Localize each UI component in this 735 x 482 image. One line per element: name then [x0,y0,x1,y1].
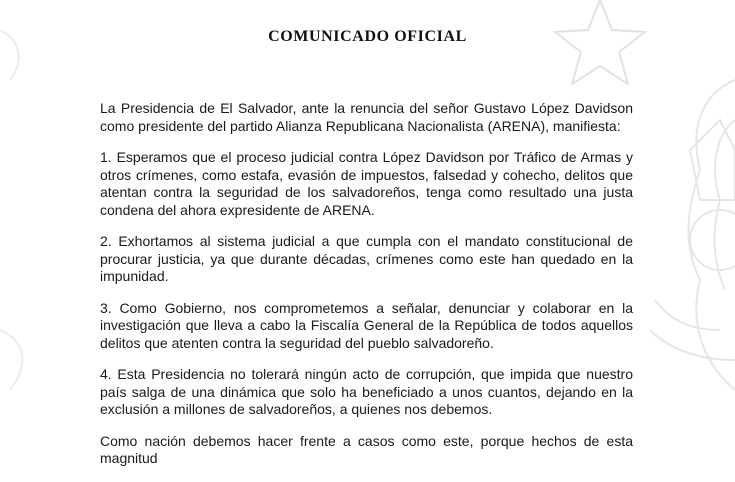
watermark-emblem-icon [650,80,735,390]
closing-paragraph: Como nación debemos hacer frente a casos como este, porque hechos de esta magnitud [100,432,633,466]
intro-paragraph: La Presidencia de El Salvador, ante la renuncia del señor Gustavo López Davidson como presidente del partido Alianza Republicana Nacionalista (ARENA), manifiesta: [100,100,633,134]
point-paragraph-2: 2. Exhortamos al sistema judicial a que cumpla con el mandato constitucional de procurar justicia, ya que durante décadas, crímenes como este han quedado en la impunidad. [100,233,633,284]
communique-body [100,100,633,482]
point-paragraph-3: 3. Como Gobierno, nos comprometemos a señalar, denunciar y colaborar en la investigación que lleva a cabo la Fiscalía General de la República de todos aquellos delitos que atenten contra la seguridad del pueblo salvadoreño. [100,299,633,351]
page-title: COMUNICADO OFICIAL [268,28,467,45]
point-paragraph-1: 1. Esperamos que el proceso judicial contra López Davidson por Tráfico de Armas y otros crímenes, como estafa, evasión de impuestos, falsedad y cohecho, delitos que atentan contra la seguridad de los salvadoreños, tenga como resultado una justa condena del ahora expresidente de ARENA. [100,149,633,218]
watermark-left-ornament-icon [0,30,22,390]
point-paragraph-4: 4. Esta Presidencia no tolerará ningún acto de corrupción, que impida que nuestro país salga de una dinámica que solo ha beneficiado a unos cuantos, dejando en la exclusión a millones de salvadoreños, a quienes nos debemos. [100,366,633,417]
